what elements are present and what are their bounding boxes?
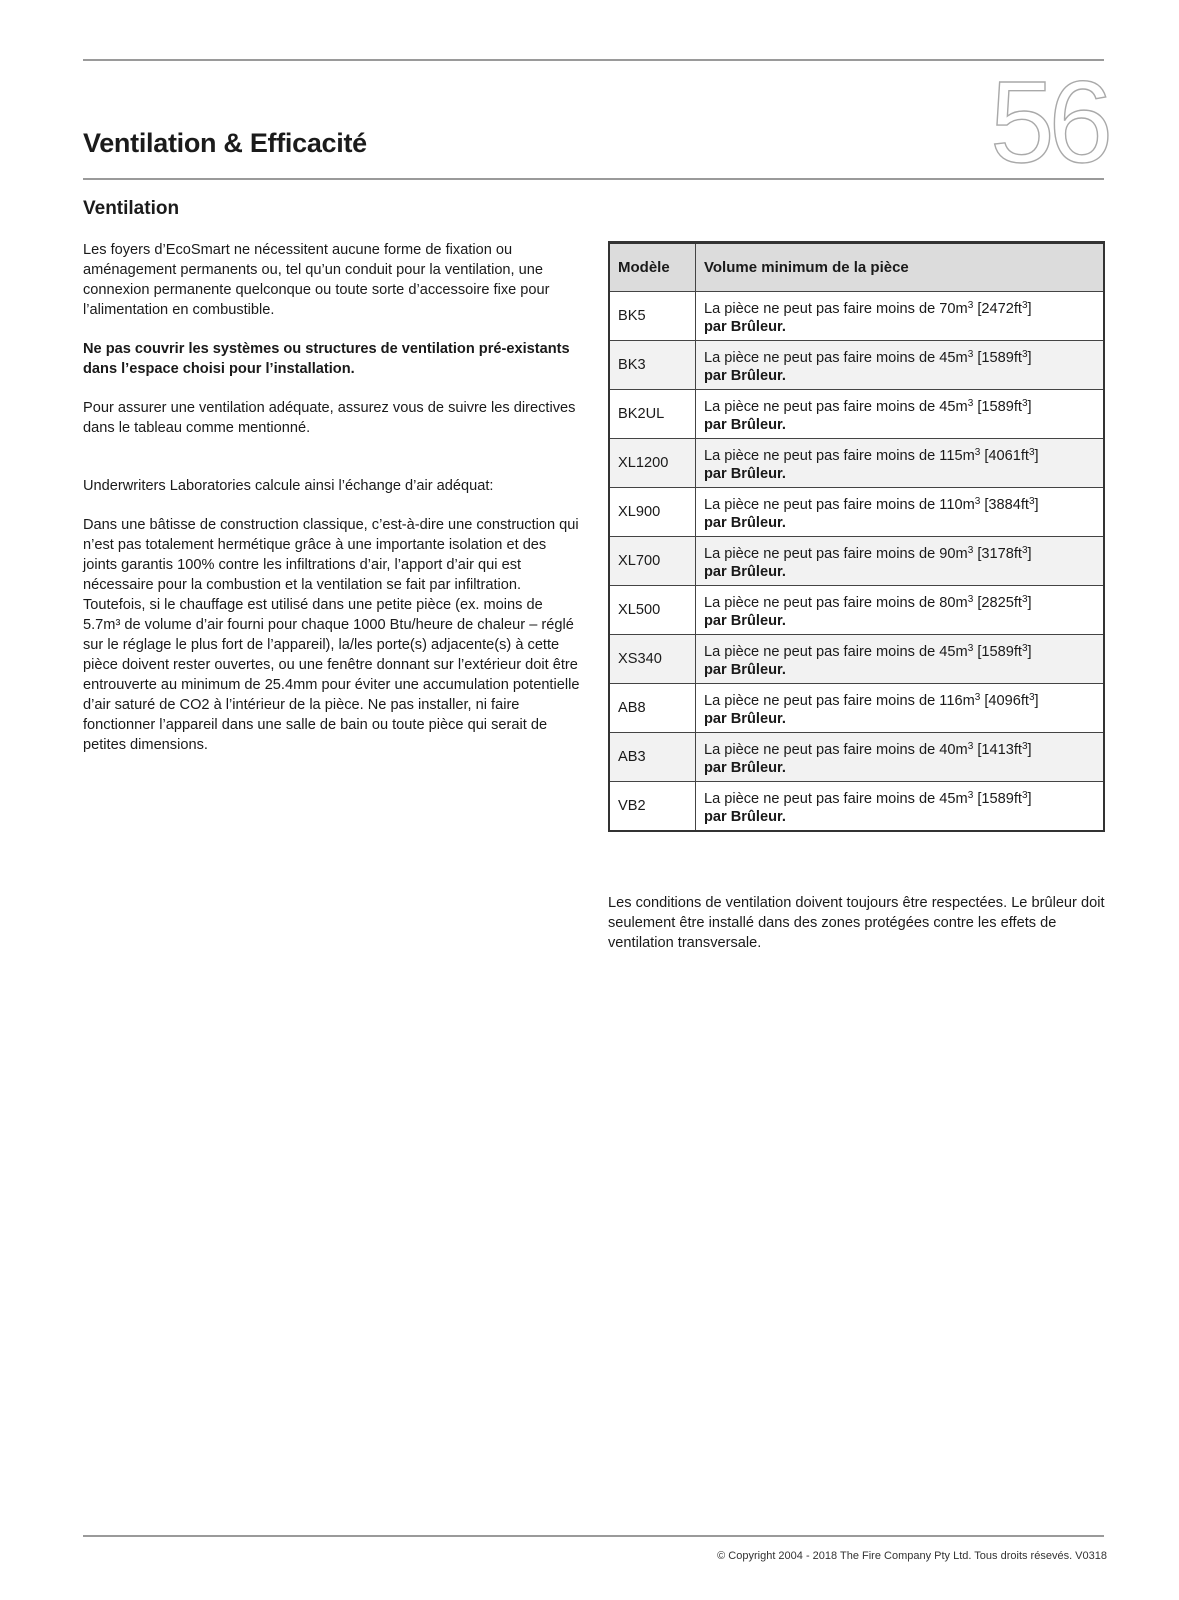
volume-suffix: par Brûleur.: [704, 710, 786, 727]
volume-ft3: 2472: [981, 300, 1014, 317]
volume-cell: [696, 292, 1105, 341]
model-cell: AB3: [609, 733, 696, 782]
title-rule: [83, 178, 1104, 180]
volume-m3: 90: [939, 545, 956, 562]
ventilation-note: Les conditions de ventilation doivent toujours être respectées. Le brûleur doit seulement être installé dans des zones protégées contre les effets de ventilation transversale.: [608, 895, 1105, 951]
table-row: [609, 292, 1104, 341]
volume-prefix: La pièce ne peut pas faire moins de: [704, 398, 936, 415]
model-cell: XL700: [609, 537, 696, 586]
table-row: [609, 733, 1104, 782]
model-cell: BK5: [609, 292, 696, 341]
volume-m3: 40: [939, 741, 956, 758]
volume-m3: 45: [939, 398, 956, 415]
volume-cell: [696, 488, 1105, 537]
volume-ft3: 1589: [981, 398, 1014, 415]
top-rule: [83, 59, 1104, 61]
volume-cell: [696, 390, 1105, 439]
volume-ft3: 3178: [981, 545, 1014, 562]
table-header-row: [609, 243, 1104, 292]
volume-text: La pièce ne peut pas faire moins de $40m^3$ $[1413ft^3]$: [704, 740, 1032, 758]
volume-text: La pièce ne peut pas faire moins de $45m^3$ $[1589ft^3]$: [704, 789, 1032, 807]
volume-cell: [696, 635, 1105, 684]
volume-suffix: par Brûleur.: [704, 661, 786, 678]
section-title: Ventilation: [83, 198, 180, 219]
model-cell: XL900: [609, 488, 696, 537]
volume-cell: [696, 733, 1105, 782]
volume-text: La pièce ne peut pas faire moins de $115m^3$ $[4061ft^3]$: [704, 446, 1039, 464]
table-row: [609, 782, 1104, 832]
header-model: Modèle: [609, 243, 696, 292]
volume-cell: [696, 782, 1105, 832]
page-number: 56: [989, 57, 1107, 187]
volume-prefix: La pièce ne peut pas faire moins de: [704, 300, 936, 317]
table-row: [609, 635, 1104, 684]
volume-prefix: La pièce ne peut pas faire moins de: [704, 692, 936, 709]
volume-m3: 116: [939, 692, 963, 709]
volume-prefix: La pièce ne peut pas faire moins de: [704, 545, 936, 562]
volume-text: La pièce ne peut pas faire moins de $45m^3$ $[1589ft^3]$: [704, 642, 1032, 660]
volume-text: La pièce ne peut pas faire moins de $116m^3$ $[4096ft^3]$: [704, 691, 1039, 709]
copyright-footer: © Copyright 2004 - 2018 The Fire Company Pty Ltd. Tous droits résevés. V0318: [717, 1550, 1107, 1562]
table-row: [609, 488, 1104, 537]
volume-suffix: par Brûleur.: [704, 563, 786, 580]
table-row: [609, 439, 1104, 488]
footer-rule: [83, 1535, 1104, 1537]
ventilation-table: [608, 241, 1105, 832]
volume-suffix: par Brûleur.: [704, 612, 786, 629]
header-volume: Volume minimum de la pièce: [696, 243, 1105, 292]
table-row: [609, 586, 1104, 635]
volume-text: La pièce ne peut pas faire moins de $110m^3$ $[3884ft^3]$: [704, 495, 1039, 513]
volume-cell: [696, 684, 1105, 733]
volume-ft3: 3884: [988, 496, 1021, 513]
volume-ft3: 2825: [981, 594, 1014, 611]
volume-m3: 70: [939, 300, 956, 317]
volume-text: La pièce ne peut pas faire moins de $45m^3$ $[1589ft^3]$: [704, 348, 1032, 366]
volume-ft3: 1589: [981, 643, 1014, 660]
page-title: Ventilation & Efficacité: [83, 128, 367, 158]
model-cell: VB2: [609, 782, 696, 832]
volume-suffix: par Brûleur.: [704, 416, 786, 433]
volume-text: La pièce ne peut pas faire moins de $90m^3$ $[3178ft^3]$: [704, 544, 1032, 562]
volume-prefix: La pièce ne peut pas faire moins de: [704, 594, 936, 611]
volume-suffix: par Brûleur.: [704, 514, 786, 531]
volume-m3: 45: [939, 349, 956, 366]
intro-paragraph: Les foyers d’EcoSmart ne nécessitent aucune forme de fixation ou aménagement permanents ou, tel qu’un conduit pour la ventilation, une connexion permanente quelconque ou toute sorte d’accessoire fixe pour l’alimentation en combustible.: [83, 242, 550, 318]
left-column: [83, 240, 581, 755]
volume-cell: [696, 586, 1105, 635]
volume-suffix: par Brûleur.: [704, 367, 786, 384]
volume-text: La pièce ne peut pas faire moins de $80m^3$ $[2825ft^3]$: [704, 593, 1032, 611]
volume-ft3: 1589: [981, 790, 1014, 807]
volume-ft3: 4061: [988, 447, 1021, 464]
volume-cell: [696, 439, 1105, 488]
volume-suffix: par Brûleur.: [704, 318, 786, 335]
volume-text: La pièce ne peut pas faire moins de $45m^3$ $[1589ft^3]$: [704, 397, 1032, 415]
model-cell: AB8: [609, 684, 696, 733]
table-row: [609, 537, 1104, 586]
volume-suffix: par Brûleur.: [704, 465, 786, 482]
model-cell: BK3: [609, 341, 696, 390]
guidance-paragraph: Pour assurer une ventilation adéquate, assurez vous de suivre les directives dans le tableau comme mentionné.: [83, 400, 576, 436]
construction-paragraph: Dans une bâtisse de construction classique, c’est-à-dire une construction qui n’est pas totalement hermétique grâce à une importante isolation et des joints garantis 100% contre les infiltrations d’air, l’apport d’air qui est nécessaire pour la combustion et la ventilation se fait par infiltration. Toutefois, si le chauffage est utilisé dans une petite pièce (ex. moins de 5.7m³ de volume d’air fourni pour chaque 1000 Btu/heure de chaleur – réglé sur le réglage le plus fort de l’appareil), la/les porte(s) adjacente(s) à cette pièce doivent rester ouvertes, ou une fenêtre donnant sur l’extérieur doit être entrouverte au minimum de 25.4mm pour éviter une accumulation potentielle d’air saturé de CO2 à l’intérieur de la pièce. Ne pas installer, ni faire fonctionner l’appareil dans une salle de bain ou toute pièce qui serait de petites dimensions.: [83, 517, 580, 753]
volume-cell: [696, 537, 1105, 586]
volume-m3: 115: [939, 447, 963, 464]
volume-ft3: 1413: [981, 741, 1014, 758]
volume-prefix: La pièce ne peut pas faire moins de: [704, 496, 936, 513]
volume-prefix: La pièce ne peut pas faire moins de: [704, 349, 936, 366]
volume-prefix: La pièce ne peut pas faire moins de: [704, 447, 936, 464]
warning-paragraph: Ne pas couvrir les systèmes ou structures de ventilation pré-existants dans l’espace choisi pour l’installation.: [83, 341, 570, 377]
volume-m3: 45: [939, 790, 956, 807]
model-cell: XL1200: [609, 439, 696, 488]
volume-prefix: La pièce ne peut pas faire moins de: [704, 741, 936, 758]
volume-prefix: La pièce ne peut pas faire moins de: [704, 790, 936, 807]
volume-text: La pièce ne peut pas faire moins de $70m^3$ $[2472ft^3]$: [704, 299, 1032, 317]
table-row: [609, 390, 1104, 439]
model-cell: XS340: [609, 635, 696, 684]
model-cell: XL500: [609, 586, 696, 635]
table-row: [609, 341, 1104, 390]
volume-prefix: La pièce ne peut pas faire moins de: [704, 643, 936, 660]
volume-suffix: par Brûleur.: [704, 808, 786, 825]
volume-m3: 45: [939, 643, 956, 660]
volume-m3: 80: [939, 594, 956, 611]
volume-ft3: 4096: [988, 692, 1021, 709]
volume-m3: 110: [939, 496, 963, 513]
ul-paragraph: Underwriters Laboratories calcule ainsi l’échange d’air adéquat:: [83, 478, 494, 494]
table-row: [609, 684, 1104, 733]
volume-cell: [696, 341, 1105, 390]
model-cell: BK2UL: [609, 390, 696, 439]
volume-ft3: 1589: [981, 349, 1014, 366]
volume-suffix: par Brûleur.: [704, 759, 786, 776]
